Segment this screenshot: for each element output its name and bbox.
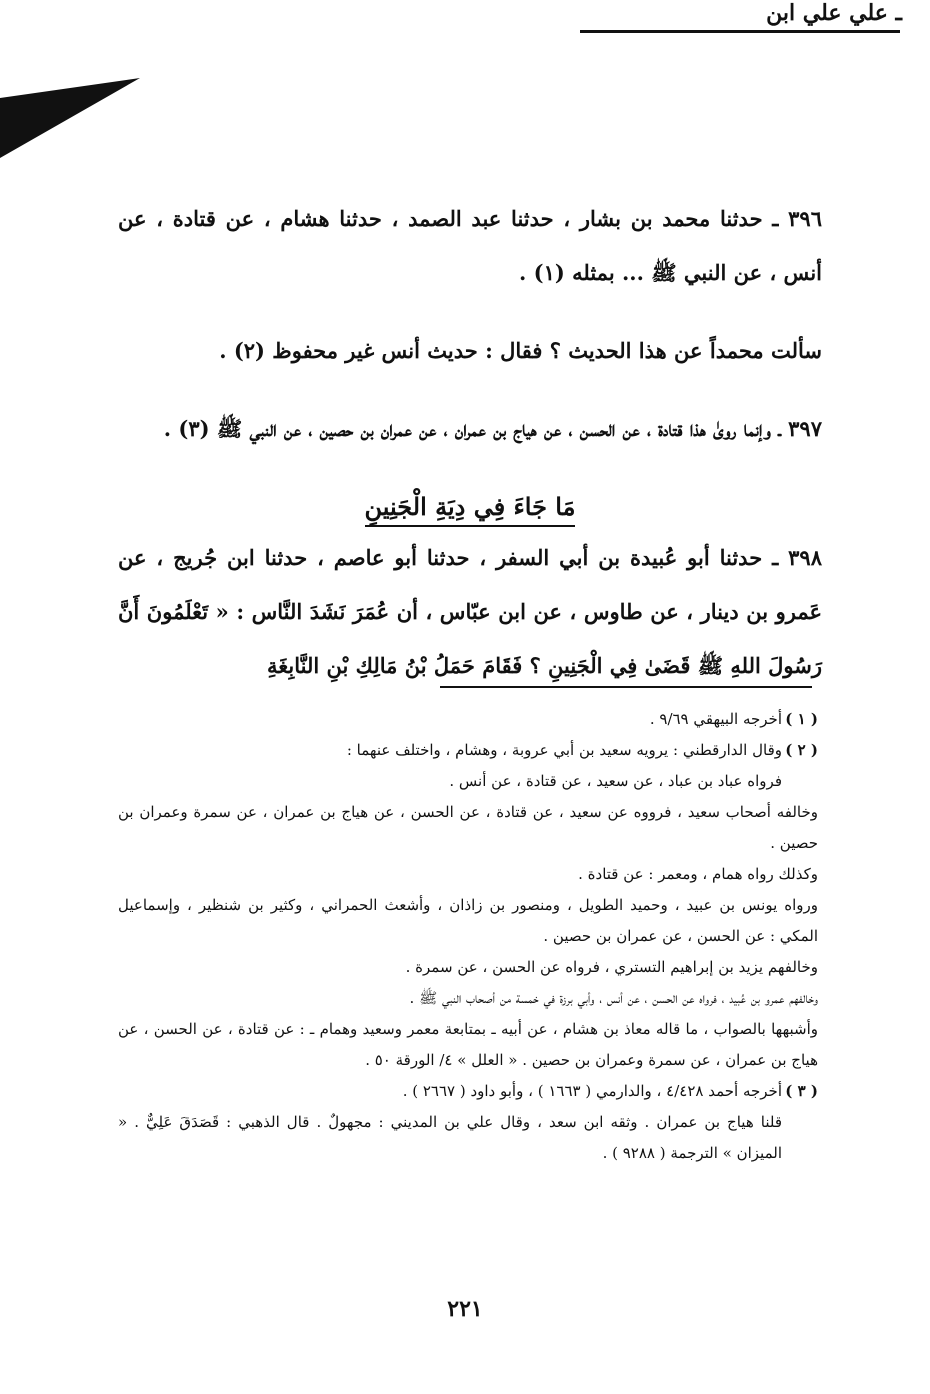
page-number: ٢٢١: [447, 1296, 483, 1322]
footnote-number: ( ٣ ): [785, 1082, 818, 1100]
footnote-2-line: وخالفهم يزيد بن إبراهيم التستري ، فرواه عن الحسن ، عن سمرة .: [405, 958, 818, 976]
footnote-number: ( ١ ): [785, 710, 818, 728]
footnote-2-line: فرواه عباد بن عباد ، عن سعيد ، عن قتادة ، عن أنس .: [449, 772, 782, 790]
footnote-2: [118, 735, 818, 766]
footnote-2-line: وخالفه أصحاب سعيد ، فرووه عن سعيد ، عن قتادة ، عن الحسن ، عن هياج بن عمران ، عن سمرة وعمران بن حصين .: [118, 803, 818, 852]
footnote-separator: [440, 686, 812, 688]
footnotes: [118, 704, 818, 1169]
footnote-2-line: وخالفهم عمرو بن عُبيد ، فرواه عن الحسن ، عن أنس ، وأبي برزة في خمسة من أصحاب النبي ﷺ .: [409, 989, 818, 1007]
footnote-1: [118, 704, 818, 735]
footnote-text: أخرجه البيهقي ٩/٦٩ .: [649, 710, 782, 728]
running-header: ـ علي علي ابن: [766, 0, 902, 26]
footnote-text: وقال الدارقطني : يرويه سعيد بن أبي عروبة ، وهشام ، واختلف عنهما :: [346, 741, 782, 759]
paragraph-398: ٣٩٨ ـ حدثنا أبو عُبيدة بن أبي السفر ، حدثنا أبو عاصم ، حدثنا ابن جُريج ، عن عَمرو بن دينار ، عن طاوس ، عن ابن عبّاس ، أن عُمَرَ نَشَدَ النَّاس : « تَعْلَمُونَ أَنَّ رَسُولَ اللهِ ﷺ قَضَىٰ فِي الْجَنِينِ ؟ فَقَامَ حَمَلُ بْنُ مَالِكِ بْنِ النَّابِغَةِ: [118, 545, 822, 678]
footnote-3: [118, 1076, 818, 1107]
footnote-2-line: وأشبهها بالصواب ، ما قاله معاذ بن هشام ، عن أبيه ـ بمتابعة معمر وسعيد وهمام ـ : عن قتادة ، عن الحسن ، عن هياج بن عمران ، عن سمرة وعمران بن حصين . « العلل » ٤/ الورقة ٥٠ .: [118, 1020, 818, 1069]
footnote-text: أخرجه أحمد ٤/٤٢٨ ، والدارمي ( ١٦٦٣ ) ، وأبو داود ( ٢٦٦٧ ) .: [402, 1082, 782, 1100]
section-heading-text: مَا جَاءَ فِي دِيَةِ الْجَنِينِ: [365, 492, 576, 527]
paragraph-question: سألت محمداً عن هذا الحديث ؟ فقال : حديث أنس غير محفوظ (٢) .: [219, 338, 822, 363]
paragraph-397: ٣٩٧ ـ وإنما روىٰ هذا قتادة ، عن الحسن ، عن هياج بن عمران ، عن عمران بن حصين ، عن النبي ﷺ (٣) .: [163, 416, 822, 441]
section-heading: [118, 492, 822, 521]
footnote-3-line: قلنا هياج بن عمران . وثقه ابن سعد ، وقال علي بن المديني : مجهولٌ . قال الذهبي : قَصَدَقَ عَلِيٌّ . « الميزان » الترجمة ( ٩٢٨٨ ) .: [118, 1113, 782, 1162]
main-text: [118, 192, 822, 693]
header-rule: [580, 30, 900, 33]
paragraph-396: ٣٩٦ ـ حدثنا محمد بن بشار ، حدثنا عبد الصمد ، حدثنا هشام ، عن قتادة ، عن أنس ، عن النبي ﷺ ... بمثله (١) .: [118, 206, 822, 285]
footnote-2-line: ورواه يونس بن عبيد ، وحميد الطويل ، ومنصور بن زاذان ، وأشعث الحمراني ، وكثير بن شنظير ، وإسماعيل المكي : عن الحسن ، عن عمران بن حصين .: [118, 896, 818, 945]
footnote-2-line: وكذلك رواه همام ، ومعمر : عن قتادة .: [578, 865, 818, 883]
scan-artifact: [0, 78, 140, 158]
footnote-number: ( ٢ ): [785, 741, 818, 759]
